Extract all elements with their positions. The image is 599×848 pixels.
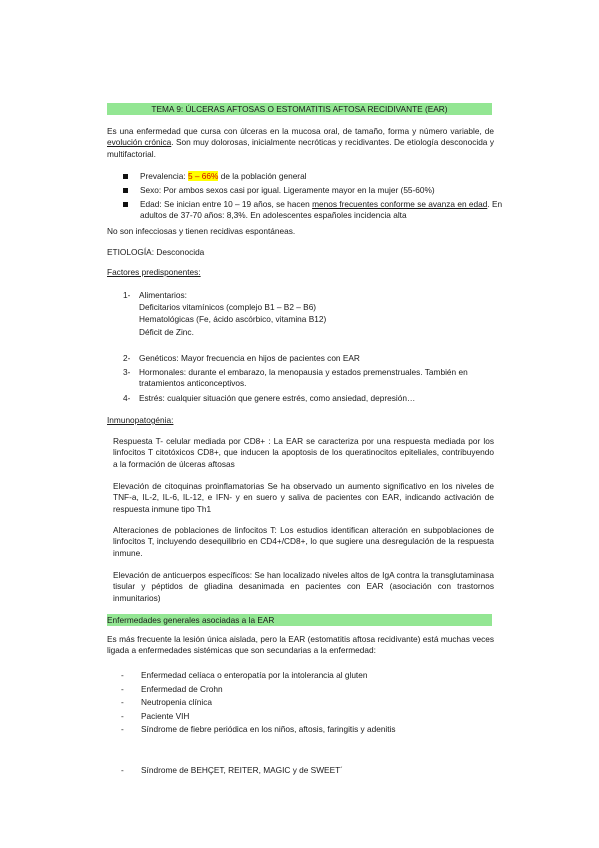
- enfermedades-intro: Es más frecuente la lesión única aislada, pero la EAR (estomatitis aftosa recidivante) está muchas veces ligada a enfermedades sistémicas que son secundarias a la enfermedad:: [107, 634, 494, 656]
- factor-estres: Estrés: cualquier situación que genere estrés, como ansiedad, depresión…: [139, 393, 416, 403]
- factor-hormonales: Hormonales: durante el embarazo, la menopausia y estados premenstruales. También en tratamientos anticonceptivos.: [139, 367, 468, 389]
- inmuno-paragraph-2: Elevación de citoquinas proinflamatorias Se ha observado un aumento significativo en los niveles de TNF-a, IL-2, IL-6, IL-12, e IFN- y en suero y saliva de pacientes con EAR, indicando activación de respuesta inmune tipo Th1: [113, 481, 494, 514]
- sindrome-text: Síndrome de BEHÇET, REITER, MAGIC y de SWEET´: [141, 765, 343, 775]
- factor-alim-1: Deficitarios vitamínicos (complejo B1 – B2 – B6): [139, 302, 317, 312]
- intro-text-2: . Son muy dolorosas, inicialmente necróticas y recidivantes. De etiología desconocida y multifactorial.: [107, 137, 494, 159]
- square-bullet-icon: [123, 188, 128, 193]
- page-title: TEMA 9: ÚLCERAS AFTOSAS O ESTOMATITIS AFTOSA RECIDIVANTE (EAR): [151, 104, 448, 114]
- factor-geneticos: Genéticos: Mayor frecuencia en hijos de pacientes con EAR: [139, 353, 360, 363]
- intro-underlined-term: evolución crónica: [107, 137, 172, 148]
- square-bullet-icon: [123, 202, 128, 207]
- prevalencia-label: Prevalencia:: [140, 171, 188, 181]
- dash-bullet: -: [121, 711, 124, 721]
- enfermedad-item: [121, 711, 189, 722]
- square-bullet-icon: [123, 174, 128, 179]
- inmuno-paragraph-1: Respuesta T- celular mediada por CD8+ : La EAR se caracteriza por una respuesta mediada por los linfocitos T citotóxicos CD8+, que inducen la apoptosis de los queratinocitos epiteliales, contribuyendo a la formación de úlceras aftosas: [113, 436, 494, 469]
- dash-bullet: -: [121, 765, 124, 775]
- inmuno-heading: Inmunopatogénia:: [107, 415, 174, 425]
- inmuno-paragraph-4: Elevación de anticuerpos específicos: Se han localizado niveles altos de IgA contra la transglutaminasa tisular y péptidos de gliadina desanimada en pacientes con EAR (asociación con trastornos inmunitarios): [113, 570, 494, 603]
- etiologia-line: ETIOLOGÍA: Desconocida: [107, 247, 205, 257]
- dash-bullet: -: [121, 697, 124, 707]
- edad-text-2: . En adultos de 37-70 años: 8,3%. En adolescentes españoles incidencia alta: [140, 199, 503, 221]
- enfermedad-text: Paciente VIH: [141, 711, 190, 721]
- factor-number-2: 2-: [123, 353, 131, 363]
- factores-heading: Factores predisponentes:: [107, 267, 201, 277]
- dash-bullet: -: [121, 670, 124, 680]
- bullet-edad: [123, 199, 510, 222]
- sindrome-item: [121, 765, 343, 776]
- enfermedad-item: [121, 724, 396, 735]
- enfermedades-heading-banner: [107, 614, 492, 626]
- edad-text: Edad: Se inician entre 10 – 19 años, se hacen: [140, 199, 313, 209]
- factor-number-1: 1-: [123, 290, 131, 300]
- prevalencia-rest: de la población general: [218, 171, 307, 181]
- factor-number-3: 3-: [123, 367, 131, 377]
- enfermedad-text: Síndrome de fiebre periódica en los niños, aftosis, faringitis y adenitis: [141, 724, 396, 734]
- page-title-banner: [107, 103, 492, 115]
- dash-bullet: -: [121, 724, 124, 734]
- intro-text: Es una enfermedad que cursa con úlceras en la mucosa oral, de tamaño, forma y número variable, de: [107, 126, 494, 136]
- enfermedad-text: Enfermedad celíaca o enteropatía por la intolerancia al gluten: [141, 670, 368, 680]
- enfermedad-text: Neutropenia clínica: [141, 697, 213, 707]
- enfermedades-heading: Enfermedades generales asociadas a la EAR: [107, 615, 275, 625]
- enfermedad-text: Enfermedad de Crohn: [141, 684, 223, 694]
- factor-number-4: 4-: [123, 393, 131, 403]
- bullet-prevalencia: [123, 171, 510, 182]
- sexo-text: Sexo: Por ambos sexos casi por igual. Ligeramente mayor en la mujer (55-60%): [140, 185, 435, 195]
- enfermedad-item: [121, 670, 367, 681]
- factor-alim-2: Hematológicas (Fe, ácido ascórbico, vitamina B12): [139, 314, 327, 324]
- edad-underlined: menos frecuentes conforme se avanza en edad: [312, 199, 488, 209]
- intro-paragraph: [107, 126, 494, 160]
- prevalencia-value: 5 – 66%: [187, 171, 219, 181]
- enfermedad-item: [121, 697, 212, 708]
- inmuno-paragraph-3: Alteraciones de poblaciones de linfocitos T: Los estudios identifican alteración en subpoblaciones de linfocitos T, incluyendo desequilibrio en CD4+/CD8+, lo que sugiere una desregulación de la respuesta inmune.: [113, 525, 494, 558]
- bullet-sexo: [123, 185, 510, 196]
- enfermedad-item: [121, 684, 223, 695]
- dash-bullet: -: [121, 684, 124, 694]
- no-infecciosas-line: No son infecciosas y tienen recidivas espontáneas.: [107, 226, 296, 236]
- factor-alim-3: Déficit de Zinc.: [139, 327, 194, 337]
- factor-alimentarios: Alimentarios:: [139, 290, 187, 300]
